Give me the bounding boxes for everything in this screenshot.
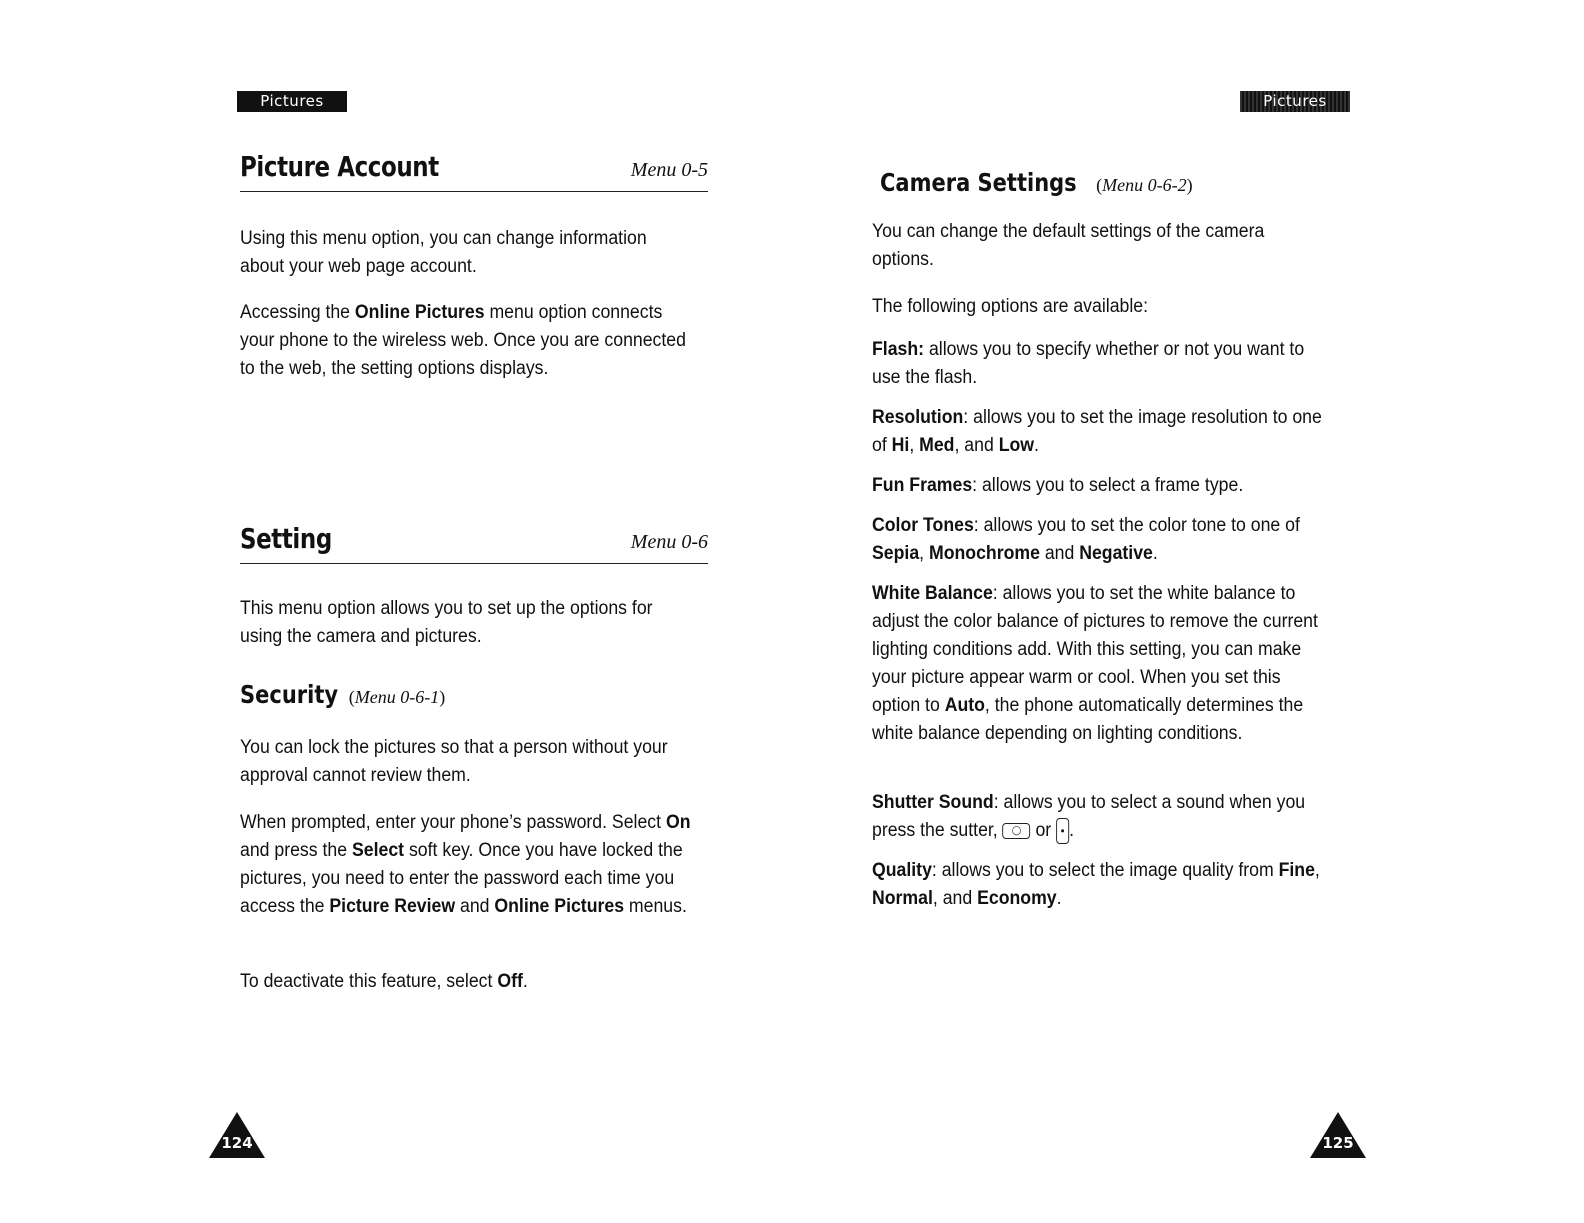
camera-key-icon: ◯ xyxy=(1003,823,1031,839)
text: : allows you to select a sound when you press the sutter, xyxy=(872,792,1306,841)
bold-text: Economy xyxy=(977,888,1057,909)
page-number-left xyxy=(209,1112,265,1158)
bold-text: Low xyxy=(998,435,1035,456)
security-paragraph-3 xyxy=(240,968,696,996)
text: allows you to specify whether or not you want to use the flash. xyxy=(872,339,1305,388)
text: and press the xyxy=(240,840,352,861)
text: menus. xyxy=(624,896,687,917)
bold-text: Hi xyxy=(891,435,910,456)
text: , and xyxy=(954,435,999,456)
page-number-text: 125 xyxy=(1322,1134,1354,1152)
bold-text: Auto xyxy=(944,695,985,716)
white-balance-option xyxy=(872,580,1328,748)
text: . xyxy=(1069,820,1074,841)
text: When prompted, enter your phone’s password. Select xyxy=(240,812,666,833)
shutter-sound-option xyxy=(872,789,1328,845)
security-title: Security xyxy=(240,680,339,709)
text: and xyxy=(455,896,495,917)
bold-text: Online Pictures xyxy=(494,896,625,917)
quality-option xyxy=(872,857,1328,913)
bold-text: On xyxy=(665,812,691,833)
setting-heading xyxy=(240,522,708,564)
text: : allows you to select a frame type. xyxy=(972,475,1244,496)
option-label: White Balance xyxy=(872,583,993,604)
left-page xyxy=(221,0,708,1223)
security-menu xyxy=(349,687,445,708)
text: This menu option allows you to set up the options for using the camera and pictures. xyxy=(240,598,653,647)
chapter-tab-left: Pictures xyxy=(237,91,347,112)
color-tones-option xyxy=(872,512,1328,568)
menu-ref: Menu 0-6-2 xyxy=(1102,175,1187,195)
camera-settings-title: Camera Settings xyxy=(880,168,1077,197)
options-available xyxy=(872,293,1328,321)
menu-ref: Menu 0-6-1 xyxy=(354,687,440,707)
picture-account-paragraph-2 xyxy=(240,299,696,383)
text: . xyxy=(1152,543,1158,564)
text: . xyxy=(1034,435,1039,456)
page-number-text: 124 xyxy=(221,1134,253,1152)
option-label: Quality xyxy=(872,860,932,881)
text: Accessing the xyxy=(240,302,355,323)
paren: ( xyxy=(1096,175,1103,195)
fun-frames-option xyxy=(872,472,1328,500)
paren: ( xyxy=(348,687,355,707)
bold-text: Sepia xyxy=(872,543,920,564)
text: , and xyxy=(932,888,978,909)
text: or xyxy=(1030,820,1057,841)
text: Using this menu option, you can change information about your web page account. xyxy=(240,228,647,277)
text: , xyxy=(1314,860,1320,881)
text: : allows you to set the image resolution to one of xyxy=(872,407,1322,456)
paren: ) xyxy=(439,687,446,707)
page-number-right xyxy=(1310,1112,1366,1158)
option-label: Resolution xyxy=(872,407,964,428)
picture-account-title: Picture Account xyxy=(240,150,439,183)
setting-paragraph xyxy=(240,595,696,651)
picture-account-paragraph-1 xyxy=(240,225,696,281)
text: : allows you to set the color tone to one of xyxy=(973,515,1300,536)
text: and xyxy=(1039,543,1080,564)
bold-text: Off xyxy=(497,971,523,992)
text: You can change the default settings of the camera options. xyxy=(872,221,1265,270)
bold-text: Fine xyxy=(1278,860,1315,881)
text: : allows you to select the image quality from xyxy=(931,860,1279,881)
security-heading xyxy=(240,680,445,709)
picture-account-heading xyxy=(240,150,708,192)
security-paragraph-2 xyxy=(240,809,696,921)
picture-account-menu: Menu 0-5 xyxy=(630,159,708,181)
text: , xyxy=(919,543,929,564)
text: You can lock the pictures so that a person without your approval cannot review them. xyxy=(240,737,668,786)
option-label: Shutter Sound xyxy=(872,792,994,813)
option-label: Fun Frames xyxy=(872,475,973,496)
text: , the phone automatically determines the white balance depending on lighting conditions. xyxy=(872,695,1304,744)
text: To deactivate this feature, select xyxy=(240,971,498,992)
bold-text: Med xyxy=(919,435,955,456)
side-key-icon: • xyxy=(1056,818,1069,844)
option-label: Color Tones xyxy=(872,515,974,536)
camera-settings-intro xyxy=(872,218,1328,274)
option-label: Flash: xyxy=(872,339,925,360)
bold-text: Negative xyxy=(1079,543,1153,564)
bold-text: Online Pictures xyxy=(354,302,485,323)
text: The following options are available: xyxy=(872,296,1149,317)
flash-option xyxy=(872,336,1328,392)
camera-settings-heading xyxy=(880,168,1193,197)
setting-title: Setting xyxy=(240,522,332,555)
right-page xyxy=(872,0,1354,1223)
setting-menu: Menu 0-6 xyxy=(630,531,708,553)
text: soft key. Once you have locked the pictures, you need to enter the password each time you access the xyxy=(240,840,683,917)
security-paragraph-1 xyxy=(240,734,696,790)
text: . xyxy=(1056,888,1062,909)
camera-settings-menu xyxy=(1096,175,1192,196)
bold-text: Select xyxy=(351,840,405,861)
chapter-tab-right: Pictures xyxy=(1240,91,1350,112)
text: . xyxy=(522,971,528,992)
paren: ) xyxy=(1186,175,1193,195)
resolution-option xyxy=(872,404,1328,460)
text: menu option connects your phone to the wireless web. Once you are connected to the web, the setting options displays. xyxy=(240,302,686,379)
text: , xyxy=(909,435,920,456)
bold-text: Picture Review xyxy=(329,896,456,917)
bold-text: Monochrome xyxy=(928,543,1040,564)
bold-text: Normal xyxy=(872,888,933,909)
text: : allows you to set the white balance to adjust the color balance of pictures to remove the current lighting conditions add. With this setting, you can make your picture appear warm or cool. When you set this option to xyxy=(872,583,1318,716)
